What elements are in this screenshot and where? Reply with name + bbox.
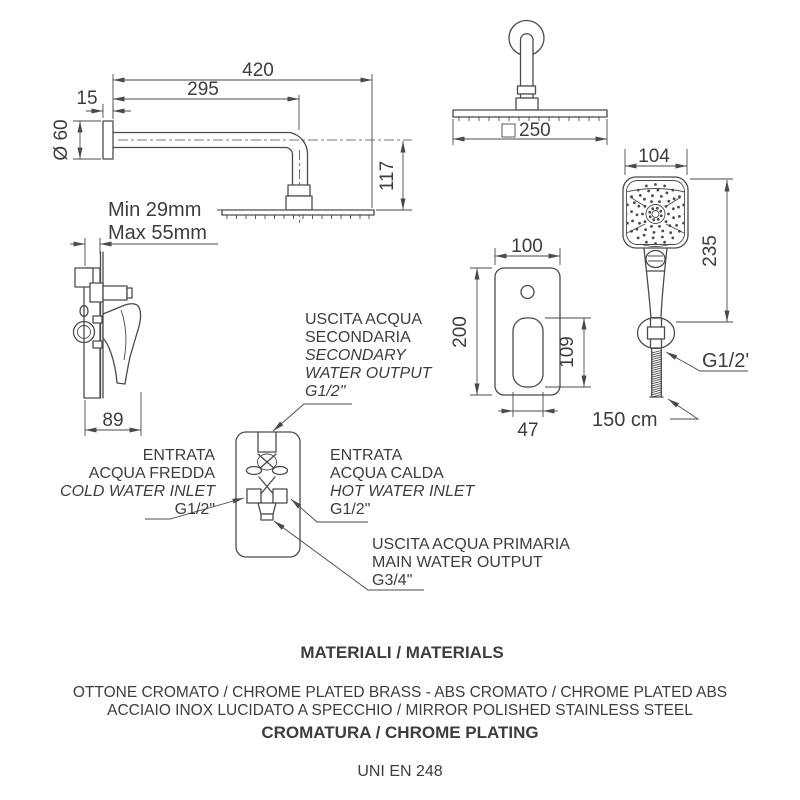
main-line-1: USCITA ACQUA PRIMARIA [372,536,570,553]
hot-line-3: HOT WATER INLET [330,483,475,500]
bracket-lower [93,341,102,348]
wall-arm-side-view [51,60,412,244]
main-line-2: MAIN WATER OUTPUT [372,554,543,571]
square-symbol-icon [502,124,515,137]
dim-250: 250 [519,120,551,141]
arm-dim-lines [73,74,412,210]
secondary-line-4: WATER OUTPUT [305,365,432,382]
note-min-depth: Min 29mm [108,199,202,221]
right-wing [273,467,288,475]
wall-flange [103,121,113,159]
hot-line-1: ENTRATA [330,447,403,464]
hose-nut [648,327,665,339]
mode-button [646,251,665,268]
hose-collar [651,339,662,348]
secondary-output-label [305,311,433,400]
dim-235: 235 [700,235,721,267]
secondary-line-1: USCITA ACQUA [305,311,423,328]
trim-plate [495,268,560,395]
main-thread: G3/4" [372,572,413,589]
overhead-plate [453,110,607,117]
mixer-lever-handle [103,304,141,384]
hose-length-label: 150 cm [592,409,658,431]
standard-reference: UNI EN 248 [357,763,443,780]
hot-thread: G1/2" [330,501,371,518]
mixer-body-side-view [70,238,218,436]
arm-nut [288,185,310,196]
note-max-depth: Max 55mm [108,222,207,244]
hose-hatching [652,351,661,397]
dim-100: 100 [511,236,543,257]
secondary-line-3: SECONDARY [305,347,406,364]
bracket-upper [93,316,102,323]
ceiling-arm-tube [521,34,534,86]
head-plate-side [222,210,374,215]
cold-line-2: ACQUA FREDDA [88,465,215,482]
right-port-block [273,489,287,503]
upper-valve-cross [258,454,276,470]
dim-109: 109 [557,336,578,368]
flex-hose [650,348,663,397]
hose-thread-label: G1/2' [702,350,750,372]
ceiling-arm-nut [518,86,536,94]
cold-line-1: ENTRATA [142,447,215,464]
dim-47: 47 [517,420,539,441]
cold-inlet-label [60,447,216,518]
main-output-label [372,536,570,589]
dim-420: 420 [242,60,274,81]
left-wing [247,467,262,475]
hot-line-2: ACQUA CALDA [330,465,444,482]
materials-line-1: OTTONE CROMATO / CHROME PLATED BRASS - ABS CROMATO / CHROME PLATED ABS [72,684,728,701]
handle-stem [651,318,662,328]
overhead-shower-front-view [453,21,607,146]
dim-117: 117 [377,160,398,192]
outlet-nut [258,503,276,514]
plating-line: CROMATURA / CHROME PLATING [261,723,539,742]
diverter-knob [103,286,127,300]
secondary-line-2: SECONDARIA [305,329,411,346]
dim-15: 15 [76,88,98,109]
outlet-stub [261,514,273,520]
dim-104: 104 [638,146,670,167]
head-connector [286,196,312,210]
diverter-tip [127,288,132,298]
top-inlet-pipe [258,432,276,452]
dim-diameter-60: Ø 60 [51,119,72,161]
hand-shower-view [592,146,749,431]
lever-cutout [513,318,543,387]
cold-line-3: COLD WATER INLET [60,483,215,500]
secondary-thread: G1/2" [305,383,346,400]
trim-plate-front-view [450,236,591,441]
arm-inner-edge [113,148,293,186]
dim-295: 295 [187,79,219,100]
materials-block [73,643,727,780]
ceiling-head-connector [516,98,538,110]
dim-89: 89 [102,410,124,431]
valve-housing [236,432,300,557]
materials-line-2: ACCIAIO INOX LUCIDATO A SPECCHIO / MIRROR POLISHED STAINLESS STEEL [107,702,693,719]
diverter-button [521,286,534,299]
left-port-block [247,489,261,503]
dim-200: 200 [450,316,471,348]
cold-thread: G1/2" [174,501,215,518]
materials-title: MATERIALI / MATERIALS [300,643,504,662]
hot-inlet-label [330,447,476,518]
hand-shower-head [623,177,688,248]
diverter-housing [90,283,103,302]
trim-plate-dim-lines [470,248,591,417]
